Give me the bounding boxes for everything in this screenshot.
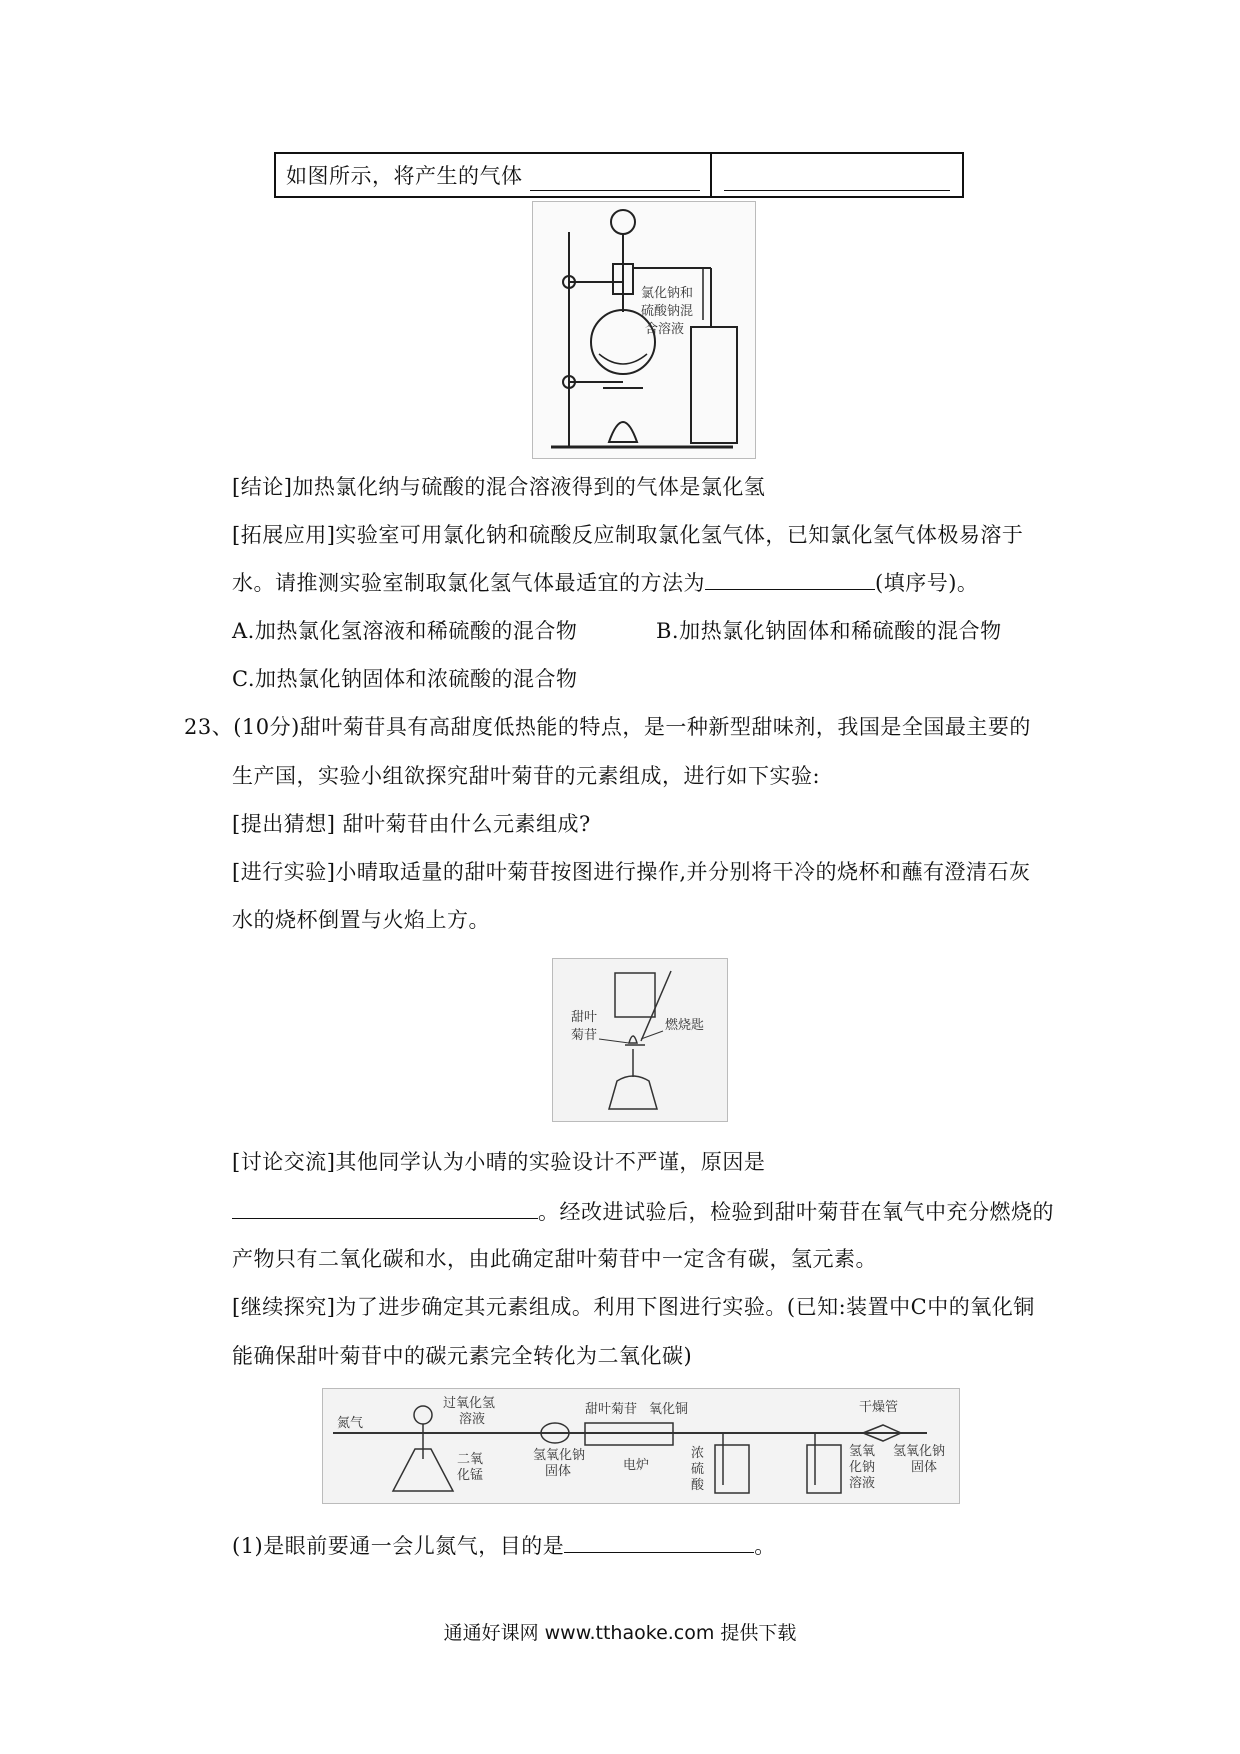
figure-label: 甜叶菊苷	[585, 1402, 638, 1417]
question-23-text: 生产国，实验小组欲探究甜叶菊苷的元素组成，进行如下实验:	[232, 764, 821, 788]
figure-label: 氧化铜	[649, 1402, 689, 1417]
option-b: B.加热氯化钠固体和稀硫酸的混合物	[656, 619, 1002, 643]
figure-label: 浓	[691, 1446, 705, 1461]
table-cell-text: 如图所示，将产生的气体	[286, 164, 523, 188]
figure-burning-spoon	[552, 958, 728, 1122]
figure-label: 化钠	[849, 1460, 876, 1475]
discussion-text	[232, 1196, 1054, 1227]
extension-text-before: 水。请推测实验室制取氯化氢气体最适宜的方法为	[232, 571, 705, 595]
discussion-text: [讨论交流]其他同学认为小晴的实验设计不严谨，原因是	[232, 1150, 766, 1174]
figure-label: 甜叶	[571, 1010, 598, 1025]
answer-table	[274, 152, 964, 198]
answer-blank[interactable]	[530, 168, 700, 191]
figure-label: 菊苷	[571, 1028, 598, 1043]
answer-blank[interactable]	[564, 1530, 754, 1553]
figure-label: 燃烧匙	[665, 1018, 705, 1033]
hypothesis-text: [提出猜想] 甜叶菊苷由什么元素组成?	[232, 812, 591, 836]
figure-label: 氢氧	[849, 1444, 876, 1459]
continue-text: 能确保甜叶菊苷中的碳元素完全转化为二氧化碳)	[232, 1344, 693, 1368]
figure-label: 溶液	[459, 1412, 486, 1427]
experiment-text: 水的烧杯倒置与火焰上方。	[232, 908, 490, 932]
extension-text-after: (填序号)。	[875, 571, 979, 595]
figure-apparatus-chain	[322, 1388, 960, 1504]
figure-label: 酸	[691, 1478, 705, 1493]
figure-label: 氮气	[337, 1416, 364, 1431]
conclusion-text: [结论]加热氯化纳与硫酸的混合溶液得到的气体是氯化氢	[232, 475, 766, 499]
table-cell-right	[712, 154, 962, 196]
figure-label: 硫酸钠混	[641, 304, 694, 319]
figure-label: 二氧	[457, 1452, 484, 1467]
figure-label: 化锰	[457, 1468, 484, 1483]
answer-blank[interactable]	[705, 567, 875, 590]
question-23-text: 23、(10分)甜叶菊苷具有高甜度低热能的特点，是一种新型甜味剂，我国是全国最主要的	[184, 715, 1031, 739]
figure-label: 合溶液	[645, 322, 685, 337]
figure-label: 过氧化氢	[443, 1396, 496, 1411]
answer-blank[interactable]	[724, 168, 950, 191]
option-a: A.加热氯化氢溶液和稀硫酸的混合物	[232, 619, 578, 643]
figure-label: 固体	[911, 1460, 938, 1475]
figure-label: 干燥管	[859, 1400, 899, 1415]
discussion-text: 产物只有二氧化碳和水，由此确定甜叶菊苷中一定含有碳，氢元素。	[232, 1247, 877, 1271]
option-c: C.加热氯化钠固体和浓硫酸的混合物	[232, 667, 578, 691]
question-1-before: (1)是眼前要通一会儿氮气，目的是	[232, 1534, 565, 1558]
figure-label: 溶液	[849, 1476, 876, 1491]
experiment-text: [进行实验]小晴取适量的甜叶菊苷按图进行操作,并分别将干冷的烧杯和蘸有澄清石灰	[232, 860, 1031, 884]
question-1-text	[232, 1530, 776, 1561]
figure-label: 固体	[545, 1464, 572, 1479]
continue-text: [继续探究]为了进步确定其元素组成。利用下图进行实验。(已知:装置中C中的氧化铜	[232, 1295, 1035, 1319]
figure-label: 硫	[691, 1462, 705, 1477]
extension-text	[232, 567, 978, 598]
extension-text: [拓展应用]实验室可用氯化钠和硫酸反应制取氯化氢气体，已知氯化氢气体极易溶于	[232, 523, 1024, 547]
figure-label: 氢氧化钠	[893, 1444, 946, 1459]
figure-label: 电炉	[623, 1458, 650, 1473]
question-1-after: 。	[754, 1534, 776, 1558]
figure-heating-apparatus	[532, 201, 756, 459]
discussion-text-after: 。经改进试验后，检验到甜叶菊苷在氧气中充分燃烧的	[538, 1200, 1054, 1224]
table-cell-left	[276, 154, 712, 196]
figure-label: 氢氧化钠	[533, 1448, 586, 1463]
figure-label: 氯化钠和	[641, 286, 694, 301]
page-footer: 通通好课网 www.tthaoke.com 提供下载	[443, 1622, 797, 1644]
answer-blank[interactable]	[232, 1196, 538, 1219]
